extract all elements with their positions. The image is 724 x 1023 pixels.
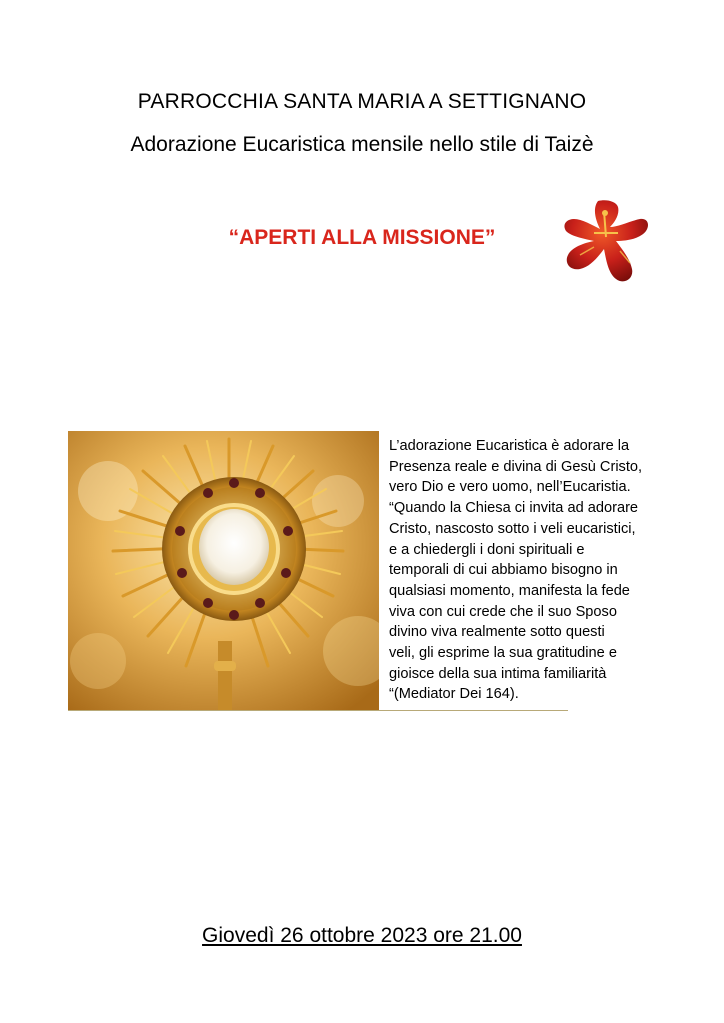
adoration-description: L’adorazione Eucaristica è adorare la Presenza reale e divina di Gesù Cristo, vero Dio e vero uomo, nell’Eucaristia. “Quando la Chiesa ci invita ad adorare Cristo, nascosto sotto i veli eucaristici, e a chiedergli i doni spirituali e temporali di cui abbiamo bisogno in qualsiasi momento, manifesta la fede viva con cui crede che il suo Sposo divino viva realmente sotto questi veli, gli esprime la sua gratitudine e gioisce della sua intima familiarità “(Mediator Dei 164). xyxy=(389,438,643,703)
motto-heading: “APERTI ALLA MISSIONE” xyxy=(228,226,496,249)
monstrance-image xyxy=(68,431,379,711)
event-subtitle: Adorazione Eucaristica mensile nello stile di Taizè xyxy=(130,133,594,156)
event-date: Giovedì 26 ottobre 2023 ore 21.00 xyxy=(202,924,522,947)
parish-title: PARROCCHIA SANTA MARIA A SETTIGNANO xyxy=(137,90,587,113)
divider-line xyxy=(68,710,568,711)
taize-dove-cross-logo xyxy=(560,197,652,287)
